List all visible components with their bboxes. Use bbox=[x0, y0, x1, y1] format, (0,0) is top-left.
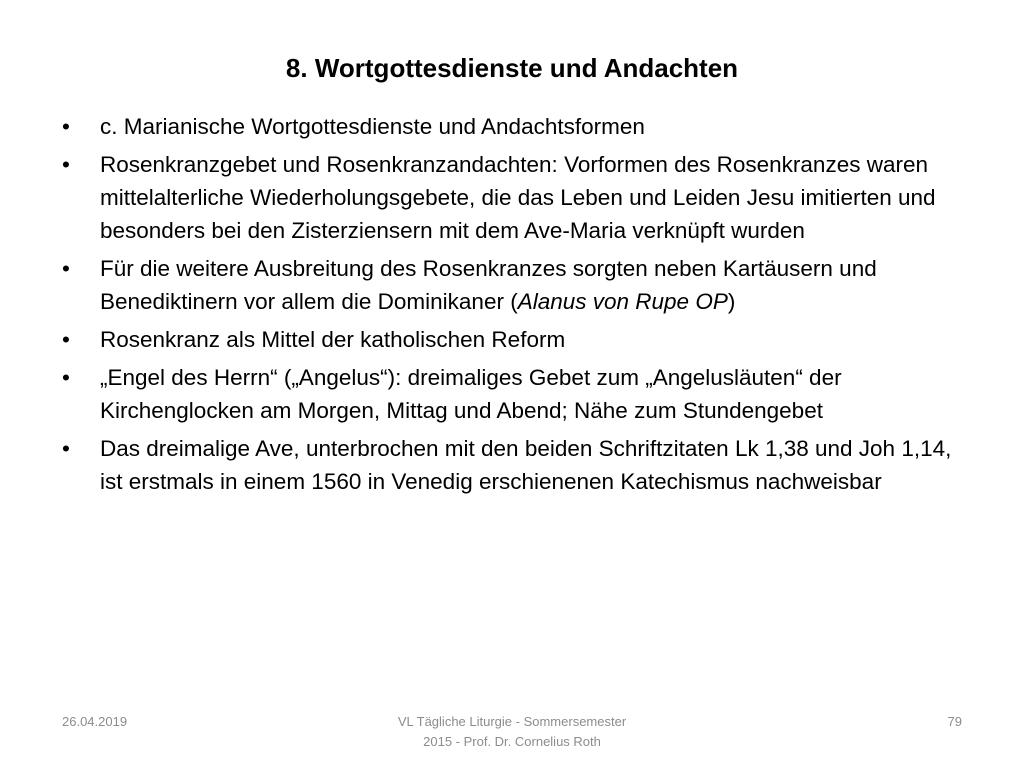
bullet-text-italic: Alanus von Rupe OP bbox=[517, 289, 728, 314]
bullet-text: Rosenkranz als Mittel der katholischen Reform bbox=[100, 327, 566, 352]
bullet-text: c. Marianische Wortgottesdienste und Andachtsformen bbox=[100, 114, 645, 139]
bullet-text-part: ) bbox=[727, 289, 736, 314]
bullet-dot-icon: • bbox=[62, 365, 70, 390]
footer-course-line2: 2015 - Prof. Dr. Cornelius Roth bbox=[423, 734, 601, 749]
bullet-text: Das dreimalige Ave, unterbrochen mit den beiden Schriftzitaten Lk 1,38 und Joh 1,14, ist erstmals in einem 1560 in Venedig erschienenen Katechismus nachweisbar bbox=[100, 436, 952, 494]
footer-course-line1: VL Tägliche Liturgie - Sommersemester bbox=[397, 714, 627, 729]
bullet-item bbox=[62, 252, 962, 318]
bullet-text bbox=[100, 256, 877, 314]
bullet-item bbox=[62, 110, 962, 143]
bullet-dot-icon: • bbox=[62, 327, 70, 352]
bullet-item bbox=[62, 361, 962, 427]
footer-page-number: 79 bbox=[947, 714, 962, 729]
bullet-list bbox=[62, 110, 962, 503]
bullet-dot-icon: • bbox=[62, 436, 70, 461]
bullet-text: Rosenkranzgebet und Rosenkranzandachten: Vorformen des Rosenkranzes waren mittelalterliche Wiederholungsgebete, die das Leben und Leiden Jesu imitierten und besonders bei den Zisterziensern mit dem Ave-Maria verknüpft wurden bbox=[100, 152, 936, 243]
bullet-text: „Engel des Herrn“ („Angelus“): dreimaliges Gebet zum „Angelusläuten“ der Kirchenglocken am Morgen, Mittag und Abend; Nähe zum Stundengebet bbox=[100, 365, 842, 423]
bullet-item bbox=[62, 323, 962, 356]
bullet-text-part: Für die weitere Ausbreitung des Rosenkranzes sorgten neben Kartäusern und Benediktinern vor allem die Dominikaner ( bbox=[100, 256, 877, 314]
slide-title: 8. Wortgottesdienste und Andachten bbox=[285, 53, 739, 83]
footer-course-info bbox=[362, 712, 662, 752]
bullet-dot-icon: • bbox=[62, 114, 70, 139]
footer-date: 26.04.2019 bbox=[62, 714, 128, 729]
bullet-item bbox=[62, 432, 962, 498]
bullet-dot-icon: • bbox=[62, 152, 70, 177]
bullet-dot-icon: • bbox=[62, 256, 70, 281]
bullet-item bbox=[62, 148, 962, 247]
